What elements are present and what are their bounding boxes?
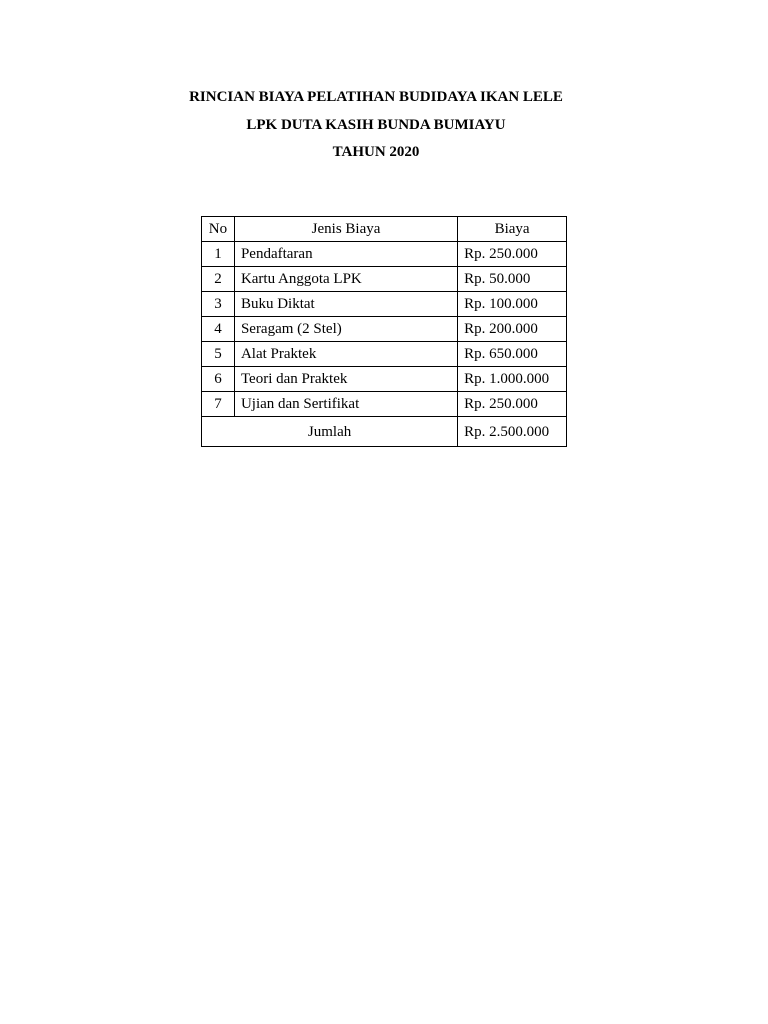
table-row [202, 292, 567, 317]
cell-no: 3 [202, 292, 235, 317]
table-row [202, 267, 567, 292]
cell-no: 4 [202, 317, 235, 342]
cell-jenis-biaya: Seragam (2 Stel) [234, 317, 457, 342]
cell-jenis-biaya: Pendaftaran [234, 242, 457, 267]
cell-biaya: Rp. 1.000.000 [458, 367, 567, 392]
cell-biaya: Rp. 250.000 [458, 242, 567, 267]
table-header-row [202, 217, 567, 242]
header-biaya: Biaya [458, 217, 567, 242]
table-total-row [202, 417, 567, 447]
total-value: Rp. 2.500.000 [458, 417, 567, 447]
header-jenis-biaya: Jenis Biaya [234, 217, 457, 242]
cell-jenis-biaya: Alat Praktek [234, 342, 457, 367]
cell-no: 5 [202, 342, 235, 367]
table-row [202, 367, 567, 392]
cell-biaya: Rp. 200.000 [458, 317, 567, 342]
document-subtitle-institution: LPK DUTA KASIH BUNDA BUMIAYU [246, 117, 506, 133]
document-subtitle-year: TAHUN 2020 [332, 144, 420, 160]
cell-no: 7 [202, 392, 235, 417]
cell-biaya: Rp. 50.000 [458, 267, 567, 292]
cell-jenis-biaya: Teori dan Praktek [234, 367, 457, 392]
cell-jenis-biaya: Ujian dan Sertifikat [234, 392, 457, 417]
cell-biaya: Rp. 100.000 [458, 292, 567, 317]
document-title: RINCIAN BIAYA PELATIHAN BUDIDAYA IKAN LELE [189, 89, 563, 105]
cell-no: 2 [202, 267, 235, 292]
table-row [202, 242, 567, 267]
cell-jenis-biaya: Kartu Anggota LPK [234, 267, 457, 292]
cell-jenis-biaya: Buku Diktat [234, 292, 457, 317]
header-no: No [202, 217, 235, 242]
cost-table [201, 216, 567, 447]
cell-no: 1 [202, 242, 235, 267]
cell-no: 6 [202, 367, 235, 392]
table-row [202, 392, 567, 417]
table-row [202, 317, 567, 342]
cell-biaya: Rp. 650.000 [458, 342, 567, 367]
cell-biaya: Rp. 250.000 [458, 392, 567, 417]
total-label: Jumlah [202, 417, 458, 447]
table-row [202, 342, 567, 367]
